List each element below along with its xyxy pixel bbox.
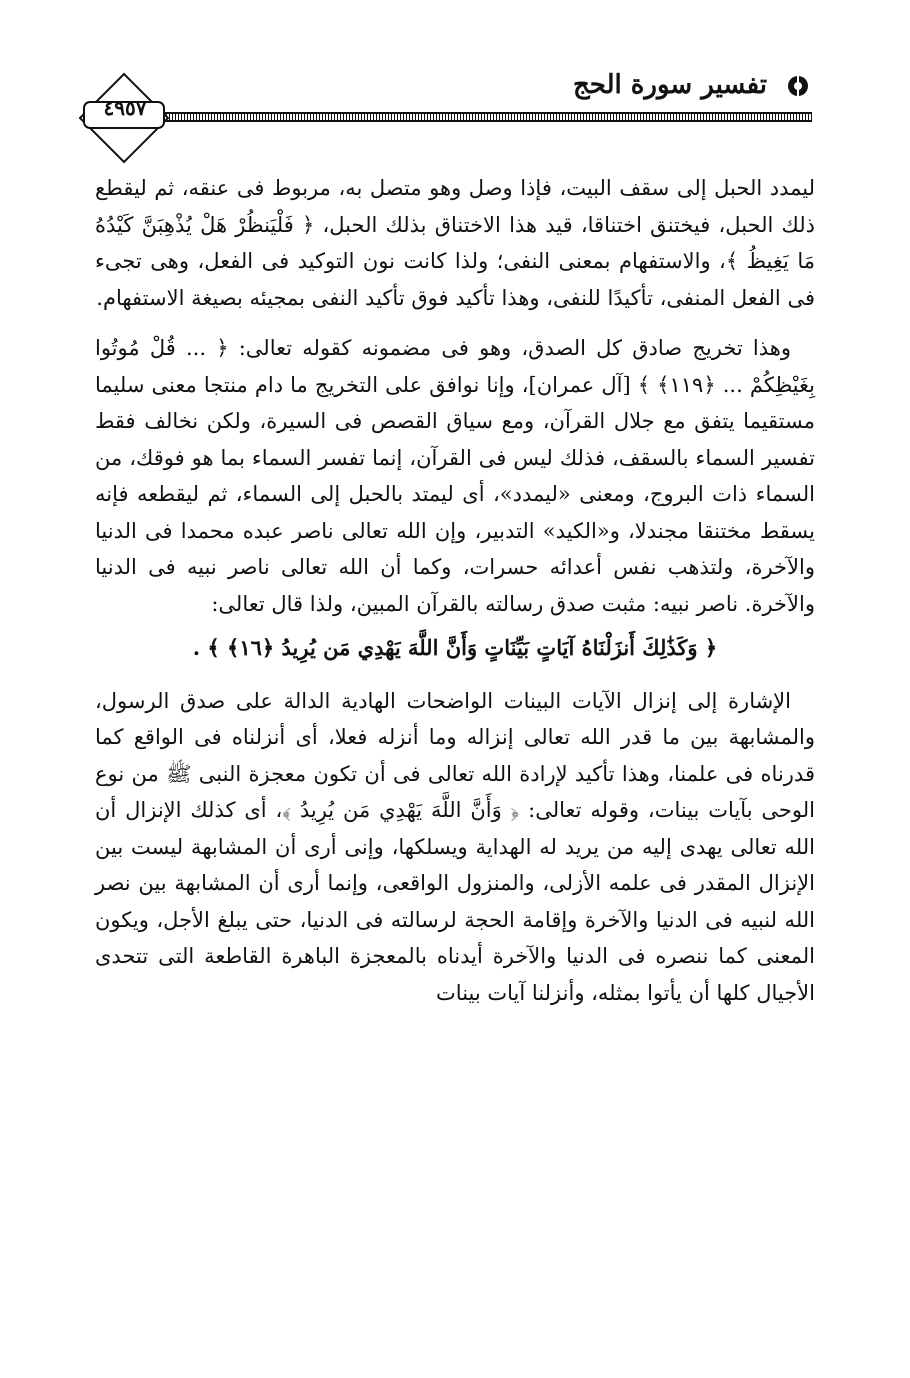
- paragraph: ليمدد الحبل إلى سقف البيت، فإذا وصل وهو متصل به، مربوط فى عنقه، ثم ليقطع ذلك الحبل، فيختنق اختناقا، قيد هذا الاختناق بذلك الحبل، ﴿ فَلْيَنظُرْ هَلْ يُذْهِبَنَّ كَيْدُهُ مَا يَغِيظُ ﴾، والاستفهام بمعنى النفى؛ ولذا كانت نون التوكيد فى الفعل، وهى تجىء فى الفعل المنفى، تأكيدًا للنفى، وهذا تأكيد فوق تأكيد النفى بمجيئه بصيغة الاستفهام.: [95, 176, 815, 310]
- paragraph: وهذا تخريج صادق كل الصدق، وهو فى مضمونه كقوله تعالى: ﴿ ... قُلْ مُوتُوا بِغَيْظِكُمْ ... ﴿١١٩﴾ ﴾ [آل عمران]، وإنا نوافق على التخريج ما دام منتجا معنى سليما مستقيما يتفق مع جلال القرآن، ومع سياق القصص فى السيرة، ولكن نخالف فقط تفسير السماء بالسقف، فذلك ليس فى القرآن، إنما تفسر السماء بما هو فوقك، من السماء ذات البروج، ومعنى «ليمدد»، أى ليمتد بالحبل إلى السماء، ثم ليقطعه فإنه يسقط مختنقا مجندلا، و«الكيد» التدبير، وإن الله تعالى ناصر عبده محمدا فى الدنيا والآخرة، ولتذهب نفس أعدائه حسرات، وكما أن الله تعالى ناصر نبيه فى الدنيا والآخرة. ناصر نبيه: مثبت صدق رسالته بالقرآن المبين، ولذا قال تعالى:: [95, 336, 815, 616]
- quran-verse: ﴿ وَكَذَٰلِكَ أَنزَلْنَاهُ آيَاتٍ بَيِّنَاتٍ وَأَنَّ اللَّهَ يَهْدِي مَن يُرِيدُ ﴿١٦﴾ ﴾ .: [192, 635, 718, 660]
- paragraph: الإشارة إلى إنزال الآيات البينات الواضحات الهادية الدالة على صدق الرسول، والمشابهة بين ما قدر الله تعالى إنزاله وما أنزله فعلا، أى أنزلناه فى الواقع كما قدرناه فى علمنا، وهذا تأكيد لإرادة الله تعالى فى أن تكون معجزة النبى ﷺ من نوع الوحى بآيات بينات، وقوله تعالى: ﴿ وَأَنَّ اللَّهَ يَهْدِي مَن يُرِيدُ ﴾، أى كذلك الإنزال أن الله تعالى يهدى إليه من يريد له الهداية ويسلكها، وإنى أرى أن المشابهة ليست بين الإنزال المقدر فى علمه الأزلى، والمنزول الواقعى، وإنما أرى أن المشابهة بين نصر الله لنبيه فى الدنيا والآخرة وإقامة الحجة لرسالته فى الدنيا، حتى يبلغ الأجل، ويكون المعنى كما ننصره فى الدنيا والآخرة أيدناه بالمعجزة الباهرة القاطعة التى تتحدى الأجيال كلها أن يأتوا بمثله، وأنزلنا آيات بينات: [95, 688, 815, 1005]
- page-number: ٤٩٥٧: [103, 96, 147, 120]
- header-rule: [160, 112, 812, 122]
- ornament-icon: [786, 74, 810, 98]
- page-body: [95, 170, 815, 1011]
- running-title: تفسير سورة الحج: [573, 70, 767, 100]
